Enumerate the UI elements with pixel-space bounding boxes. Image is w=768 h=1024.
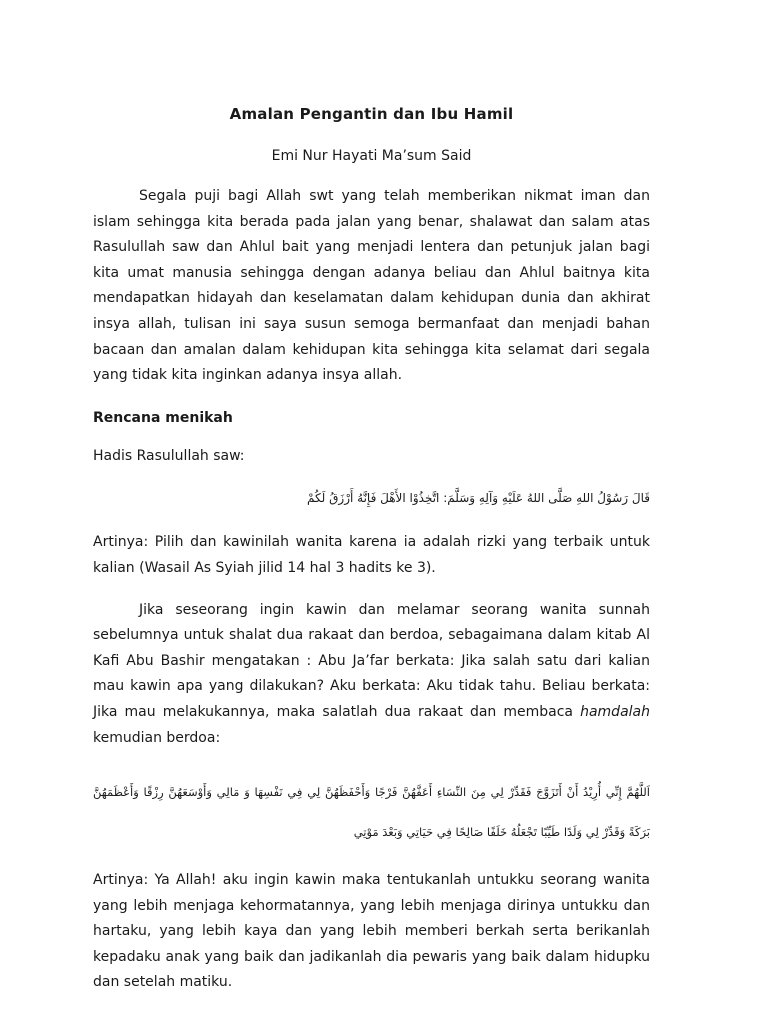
hadis-label: Hadis Rasulullah saw: (93, 447, 245, 464)
jika-paragraph-text: Jika seseorang ingin kawin dan melamar seorang wanita sunnah sebelumnya untuk shalat dua rakaat dan berdoa, sebagaimana dalam kitab Al Kafi Abu Bashir mengatakan : Abu Ja’far berkata: Jika salah satu dari kalian mau kawin apa yang dilakukan? Aku berkata: Aku tidak tahu. Beliau berkata: Jika mau melakukannya, maka salatlah dua rakaat dan membaca (93, 601, 650, 720)
document-page (93, 104, 650, 996)
section-heading: Rencana menikah (93, 409, 233, 426)
hamdalah-term: hamdalah (580, 703, 650, 720)
jika-paragraph-ending: kemudian berdoa: (93, 729, 221, 746)
jika-paragraph (93, 598, 650, 752)
document-title: Amalan Pengantin dan Ibu Hamil (229, 105, 514, 123)
doa-translation: Artinya: Ya Allah! aku ingin kawin maka tentukanlah untukku seorang wanita yang lebih menjaga kehormatannya, yang lebih menjaga dirinya untukku dan hartaku, yang lebih kaya dan yang lebih memberi berkah serta berikanlah kepadaku anak yang baik dan jadikanlah dia pewaris yang baik dalam hidupku dan setelah matiku. (93, 872, 650, 991)
hadis-arabic-text: قَالَ رَسُوْلُ اللهِ صَلَّى اللهُ عَلَيْهِ وَآلِهِ وَسَلَّمَ: اتَّخِذُوْا الأَهْلَ فَإِنَّهُ أَرْزَقُ لَكُمْ (307, 491, 650, 506)
document-author: Emi Nur Hayati Ma’sum Said (271, 148, 472, 164)
doa-arabic-text: اَللَّهُمَّ إِنِّي أُرِيْدُ أَنْ أَتَزَوَّجَ فَقَدِّرْ لِي مِنَ النِّسَاءِ أَعَفَّهُنَّ فَرْجًا وَأَحْفَظَهُنَّ لِي فِي نَفْسِهَا وَ مَالِي وَأَوْسَعَهُنَّ رِزْقًا وَأَعْظَمَهُنَّ بَرَكَةً وَقَدِّرْ لِي وَلَدًا طَيِّبًا تَجْعَلُهُ خَلَفًا صَالِحًا فِي حَيَاتِي وَبَعْدَ مَوْتِي (93, 785, 650, 840)
intro-paragraph: Segala puji bagi Allah swt yang telah memberikan nikmat iman dan islam sehingga kita berada pada jalan yang benar, shalawat dan salam atas Rasulullah saw dan Ahlul bait yang menjadi lentera dan petunjuk jalan bagi kita umat manusia sehingga dengan adanya beliau dan Ahlul baitnya kita mendapatkan hidayah dan keselamatan dalam kehidupan dunia dan akhirat insya allah, tulisan ini saya susun semoga bermanfaat dan menjadi bahan bacaan dan amalan dalam kehidupan kita sehingga kita selamat dari segala yang tidak kita inginkan adanya insya allah. (93, 188, 650, 384)
hadis-translation: Artinya: Pilih dan kawinilah wanita karena ia adalah rizki yang terbaik untuk kalian (Wasail As Syiah jilid 14 hal 3 hadits ke 3). (93, 534, 650, 576)
